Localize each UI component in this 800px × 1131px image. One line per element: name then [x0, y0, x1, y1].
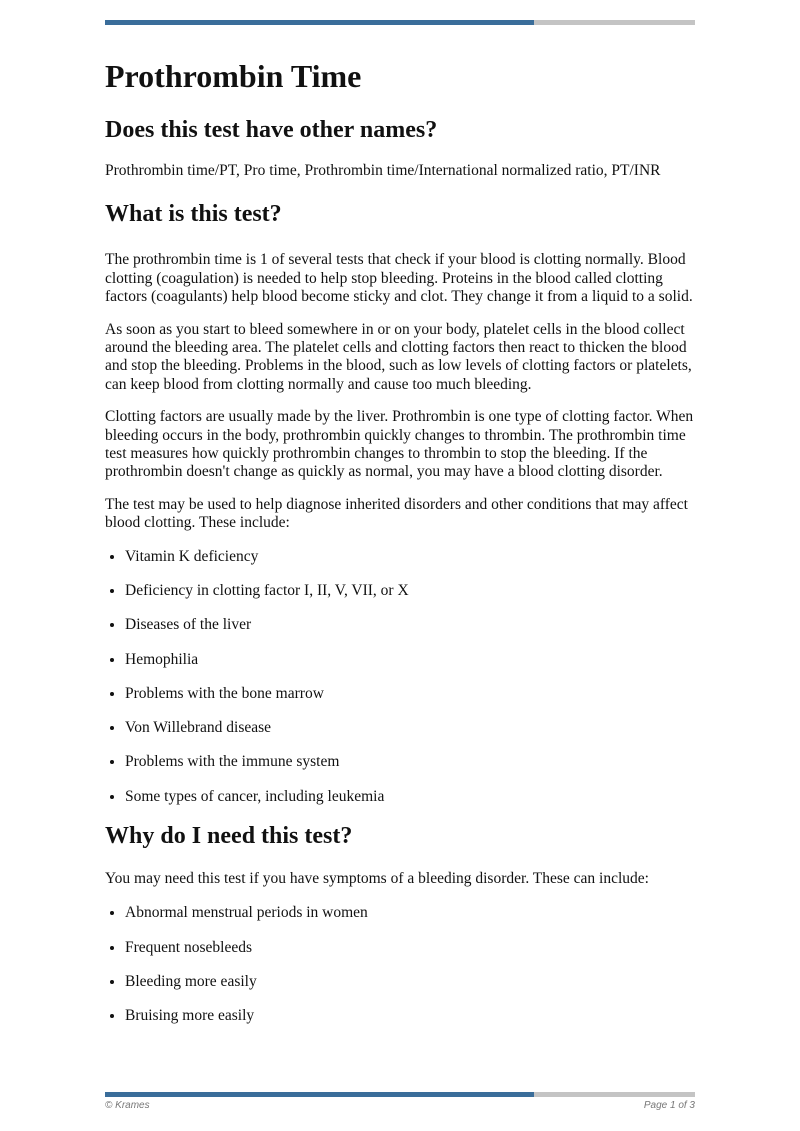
paragraph: The prothrombin time is 1 of several tests that check if your blood is clotting normally. Blood clotting (coagulation) is needed to help stop bleeding. Proteins in the blood called clotting factors (coagulants) help blood become sticky and clot. They change it from a liquid to a solid. [105, 251, 693, 305]
list-item: • Diseases of the liver [125, 616, 697, 634]
why-intro-text: You may need this test if you have symptoms of a bleeding disorder. These can include: [105, 870, 649, 888]
list-item: • Vitamin K deficiency [125, 548, 697, 566]
header-rule-gray [534, 20, 695, 25]
section-heading-other-names: Does this test have other names? [105, 117, 438, 143]
list-item: • Problems with the immune system [125, 753, 697, 771]
list-item: • Bleeding more easily [125, 973, 697, 991]
paragraph: As soon as you start to bleed somewhere in or on your body, platelet cells in the blood collect around the bleeding area. The platelet cells and clotting factors then react to thicken the blood and stop the bleeding. Problems in the blood, such as low levels of clotting factors or platelets, can keep blood from clotting normally and cause too much bleeding. [105, 320, 692, 393]
list-item: • Frequent nosebleeds [125, 939, 697, 957]
header-rule-blue [105, 20, 534, 25]
other-names-text: Prothrombin time/PT, Pro time, Prothrombin time/International normalized ratio, PT/INR [105, 162, 661, 179]
footer-rule-blue [105, 1092, 534, 1097]
conditions-list [105, 548, 697, 806]
page-title: Prothrombin Time [105, 58, 362, 94]
section-heading-why: Why do I need this test? [105, 823, 353, 850]
list-item: • Deficiency in clotting factor I, II, V, VII, or X [125, 582, 697, 600]
list-item: • Some types of cancer, including leukemia [125, 788, 697, 806]
header-rule [105, 20, 695, 25]
paragraph: Clotting factors are usually made by the liver. Prothrombin is one type of clotting factor. When bleeding occurs in the body, prothrombin quickly changes to thrombin. The prothrombin time test measures how quickly prothrombin changes to thrombin to stop the bleeding. If the prothrombin doesn't change as quickly as normal, you may have a blood clotting disorder. [105, 408, 694, 481]
document-body [105, 54, 697, 1042]
page-footer [105, 1100, 695, 1111]
paragraph: The test may be used to help diagnose inherited disorders and other conditions that may affect blood clotting. These include: [105, 496, 688, 532]
copyright-text: © Krames [105, 1100, 150, 1111]
footer-rule-gray [534, 1092, 695, 1097]
list-item: • Abnormal menstrual periods in women [125, 904, 697, 922]
footer-rule [105, 1092, 695, 1097]
list-item: • Hemophilia [125, 651, 697, 669]
section-heading-what-is: What is this test? [105, 201, 282, 228]
symptoms-list [105, 904, 697, 1025]
list-item: • Bruising more easily [125, 1007, 697, 1025]
page-number: Page 1 of 3 [643, 1100, 695, 1111]
list-item: • Problems with the bone marrow [125, 685, 697, 703]
list-item: • Von Willebrand disease [125, 719, 697, 737]
